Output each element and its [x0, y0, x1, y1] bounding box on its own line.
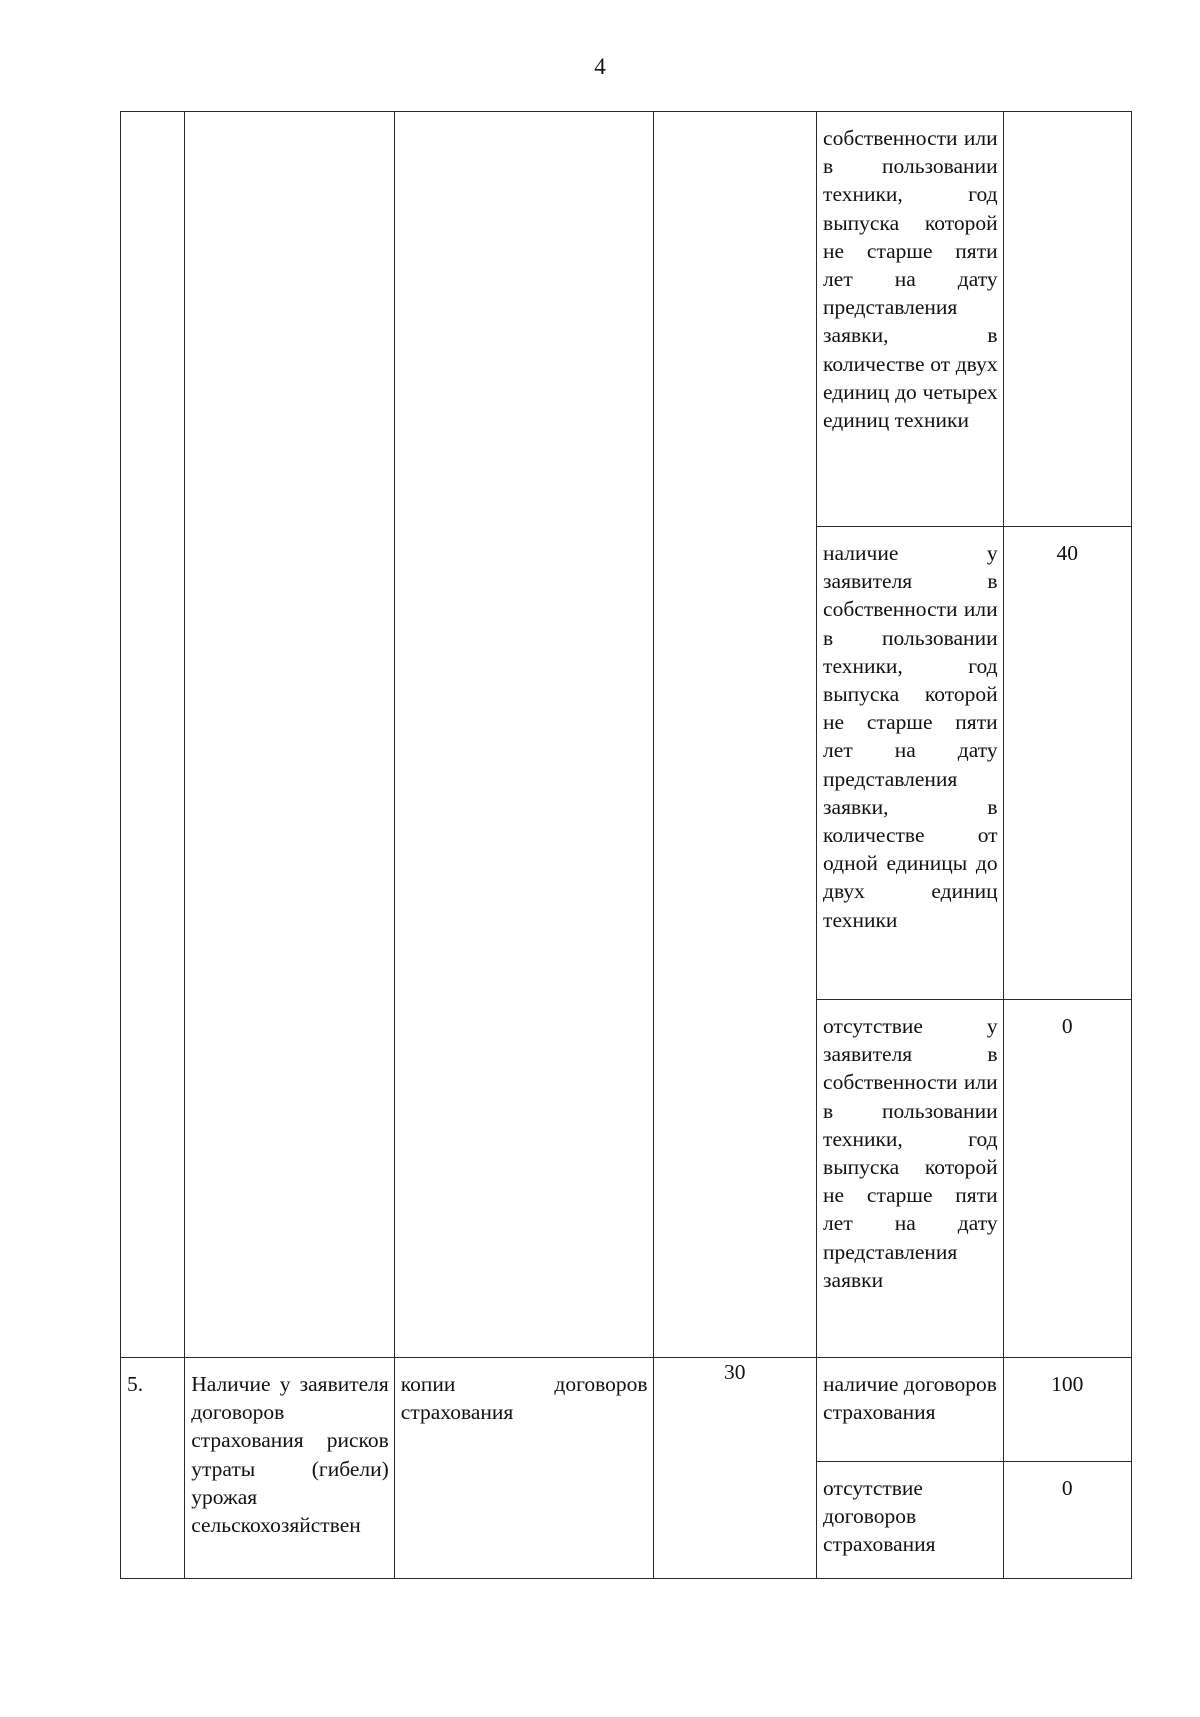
condition-text: наличие у заявителя в собственности или в пользовании техники, год выпуска которой не старше пяти лет на дату представления заявки, в количестве от одной единицы до двух единиц техники	[823, 541, 998, 932]
number-cell	[121, 112, 185, 1358]
documents-text: копии договоров страхования	[400, 1372, 648, 1425]
condition-cell	[817, 112, 1004, 527]
condition-cell	[817, 1462, 1004, 1579]
condition-text: наличие договоров страхования	[823, 1372, 997, 1425]
documents-cell	[394, 1358, 653, 1579]
table-row	[121, 112, 1132, 527]
score-value: 0	[1061, 1014, 1073, 1038]
weight-cell	[653, 1358, 816, 1579]
score-cell	[1003, 112, 1131, 527]
condition-cell	[817, 527, 1004, 1000]
criterion-cell	[185, 112, 395, 1358]
score-cell	[1003, 1462, 1131, 1579]
condition-cell	[817, 1000, 1004, 1358]
condition-cell	[817, 1358, 1004, 1462]
table-row	[121, 1358, 1132, 1462]
documents-cell	[394, 112, 653, 1358]
score-cell	[1003, 1358, 1131, 1462]
number-cell	[121, 1358, 185, 1579]
page-number: 4	[594, 54, 606, 79]
score-cell	[1003, 1000, 1131, 1358]
row-number: 5.	[127, 1372, 144, 1396]
score-value: 100	[1051, 1372, 1084, 1396]
condition-text: отсутствие договоров страхования	[823, 1476, 936, 1557]
weight-cell	[653, 112, 816, 1358]
criterion-cell	[185, 1358, 395, 1579]
criterion-text: Наличие у заявителя договоров страхования рисков утраты (гибели) урожая сельскохозяйствен	[191, 1372, 389, 1538]
score-value	[1004, 112, 1131, 124]
weight-value: 30	[724, 1360, 746, 1384]
criteria-table	[120, 111, 1132, 1579]
score-value: 40	[1056, 541, 1079, 565]
score-cell	[1003, 527, 1131, 1000]
condition-text: собственности или в пользовании техники, год выпуска которой не старше пяти лет на дату представления заявки, в количестве от двух единиц до четырех единиц техники	[823, 126, 998, 433]
condition-text: отсутствие у заявителя в собственности или в пользовании техники, год выпуска которой не старше пяти лет на дату представления заявки	[823, 1014, 998, 1292]
score-value: 0	[1061, 1476, 1073, 1500]
